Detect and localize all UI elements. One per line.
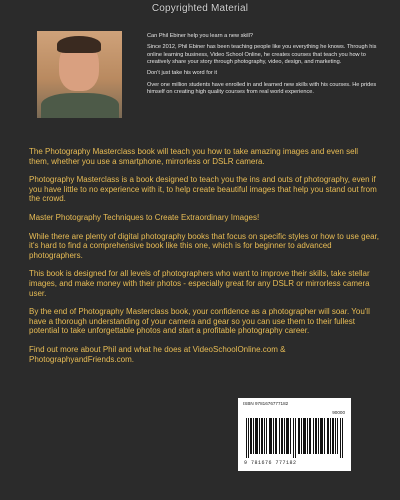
author-photo-shirt bbox=[41, 93, 119, 118]
description-paragraph-1: The Photography Masterclass book will teach you how to take amazing images and even sell them, whether you use a smartphone, mirrorless or DSLR camera. bbox=[29, 147, 359, 166]
description-paragraph-5: This book is designed for all levels of photographers who want to improve their skills, take stellar images, and make money with their photos - especially great for any DSLR or mirrorless camera user. bbox=[29, 269, 370, 298]
author-photo-hair bbox=[57, 36, 101, 53]
isbn-label: ISBN 9781676777182 bbox=[243, 401, 289, 406]
description-paragraph-2: Photography Masterclass is a book designed to teach you the ins and outs of photography, even if you have little to no experience with it, to help create beautiful images that help you stand out from the crowd. bbox=[29, 175, 377, 204]
description-paragraph-7: Find out more about Phil and what he does at VideoSchoolOnline.com & PhotographyandFriends.com. bbox=[29, 344, 286, 364]
bio-students: Over one million students have enrolled in and learned new skills with his courses. He prides himself on creating high quality courses from real world experience. bbox=[147, 81, 377, 95]
author-photo bbox=[37, 31, 122, 118]
description-paragraph-6: By the end of Photography Masterclass book, your confidence as a photographer will soar. You'll have a thorough understanding of your camera and gear so you can use them to their fullest potential to take unforgettable photos and start a profitable photography career. bbox=[29, 307, 370, 336]
book-description bbox=[29, 147, 379, 373]
watermark: Copyrighted Material bbox=[151, 3, 249, 14]
price-code: 90000 bbox=[332, 410, 345, 415]
description-paragraph-3: Master Photography Techniques to Create Extraordinary Images! bbox=[29, 212, 260, 222]
bio-question: Can Phil Ebiner help you learn a new skill? bbox=[147, 33, 254, 39]
description-paragraph-4: While there are plenty of digital photography books that focus on specific styles or how to use gear, it's hard to find a comprehensive book like this one, which is for beginner to advanced photographers. bbox=[29, 231, 379, 260]
isbn-digits: 9 781676 777182 bbox=[244, 460, 297, 466]
barcode-icon bbox=[246, 418, 345, 458]
bio-prompt: Don't just take his word for it bbox=[147, 70, 218, 77]
barcode-box bbox=[238, 398, 351, 471]
bio-history: Since 2012, Phil Ebiner has been teaching people like you everything he knows. Through his online learning business, Video School Online, he creates courses that teach you how to creatively share your story through photography, video, design, and marketing. bbox=[147, 44, 377, 65]
author-bio bbox=[147, 33, 384, 100]
